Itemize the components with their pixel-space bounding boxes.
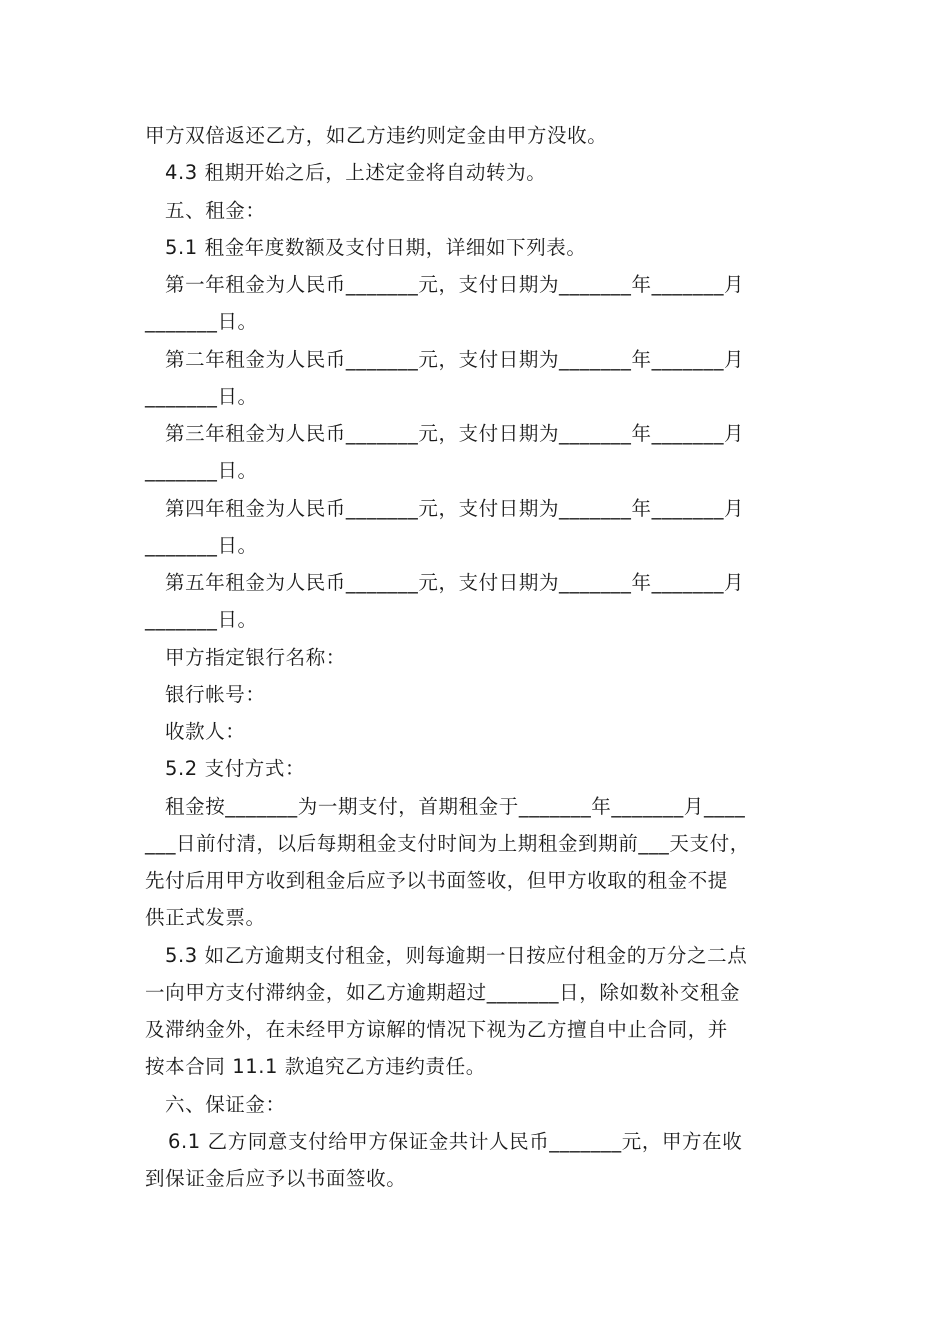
rent-year-2-cont: _______日。: [145, 385, 258, 408]
rent-year-3-cont: _______日。: [145, 459, 258, 482]
clause-5-2: 5.2 支付方式：: [165, 757, 306, 780]
section-heading-rent: 五、租金：: [165, 199, 266, 222]
clause-5-1: 5.1 租金年度数额及支付日期，详细如下列表。: [165, 236, 587, 259]
bank-name: 甲方指定银行名称：: [165, 646, 346, 669]
payment-method-line-4: 供正式发票。: [145, 906, 266, 929]
rent-year-4: 第四年租金为人民币_______元，支付日期为_______年_______月: [165, 497, 745, 520]
payee: 收款人：: [165, 720, 246, 743]
clause-4-3: 4.3 租期开始之后，上述定金将自动转为。: [165, 161, 547, 184]
clause-6-1-line-2: 到保证金后应予以书面签收。: [145, 1167, 407, 1190]
clause-5-3: 5.3 如乙方逾期支付租金，则每逾期一日按应付租金的万分之二点: [165, 944, 748, 967]
rent-year-5-cont: _______日。: [145, 608, 258, 631]
rent-year-4-cont: _______日。: [145, 534, 258, 557]
bank-account: 银行帐号：: [165, 683, 266, 706]
payment-method-line-1: 租金按_______为一期支付，首期租金于_______年_______月____: [165, 795, 746, 818]
clause-6-1: 6.1 乙方同意支付给甲方保证金共计人民币_______元，甲方在收: [168, 1130, 743, 1153]
payment-method-line-3: 先付后用甲方收到租金后应予以书面签收，但甲方收取的租金不提: [145, 869, 728, 892]
section-heading-deposit: 六、保证金：: [165, 1093, 286, 1116]
rent-year-2: 第二年租金为人民币_______元，支付日期为_______年_______月: [165, 348, 745, 371]
rent-year-5: 第五年租金为人民币_______元，支付日期为_______年_______月: [165, 571, 745, 594]
rent-year-3: 第三年租金为人民币_______元，支付日期为_______年_______月: [165, 422, 745, 445]
clause-5-3-line-3: 及滞纳金外，在未经甲方谅解的情况下视为乙方擅自中止合同，并: [145, 1018, 728, 1041]
clause-5-3-line-4: 按本合同 11.1 款追究乙方违约责任。: [145, 1055, 486, 1078]
rent-year-1: 第一年租金为人民币_______元，支付日期为_______年_______月: [165, 273, 745, 296]
payment-method-line-2: ___日前付清，以后每期租金支付时间为上期租金到期前___天支付，: [145, 832, 750, 855]
clause-5-3-line-2: 一向甲方支付滞纳金，如乙方逾期超过_______日，除如数补交租金: [145, 981, 741, 1004]
rent-year-1-cont: _______日。: [145, 310, 258, 333]
text-line: 甲方双倍返还乙方，如乙方违约则定金由甲方没收。: [145, 124, 608, 147]
